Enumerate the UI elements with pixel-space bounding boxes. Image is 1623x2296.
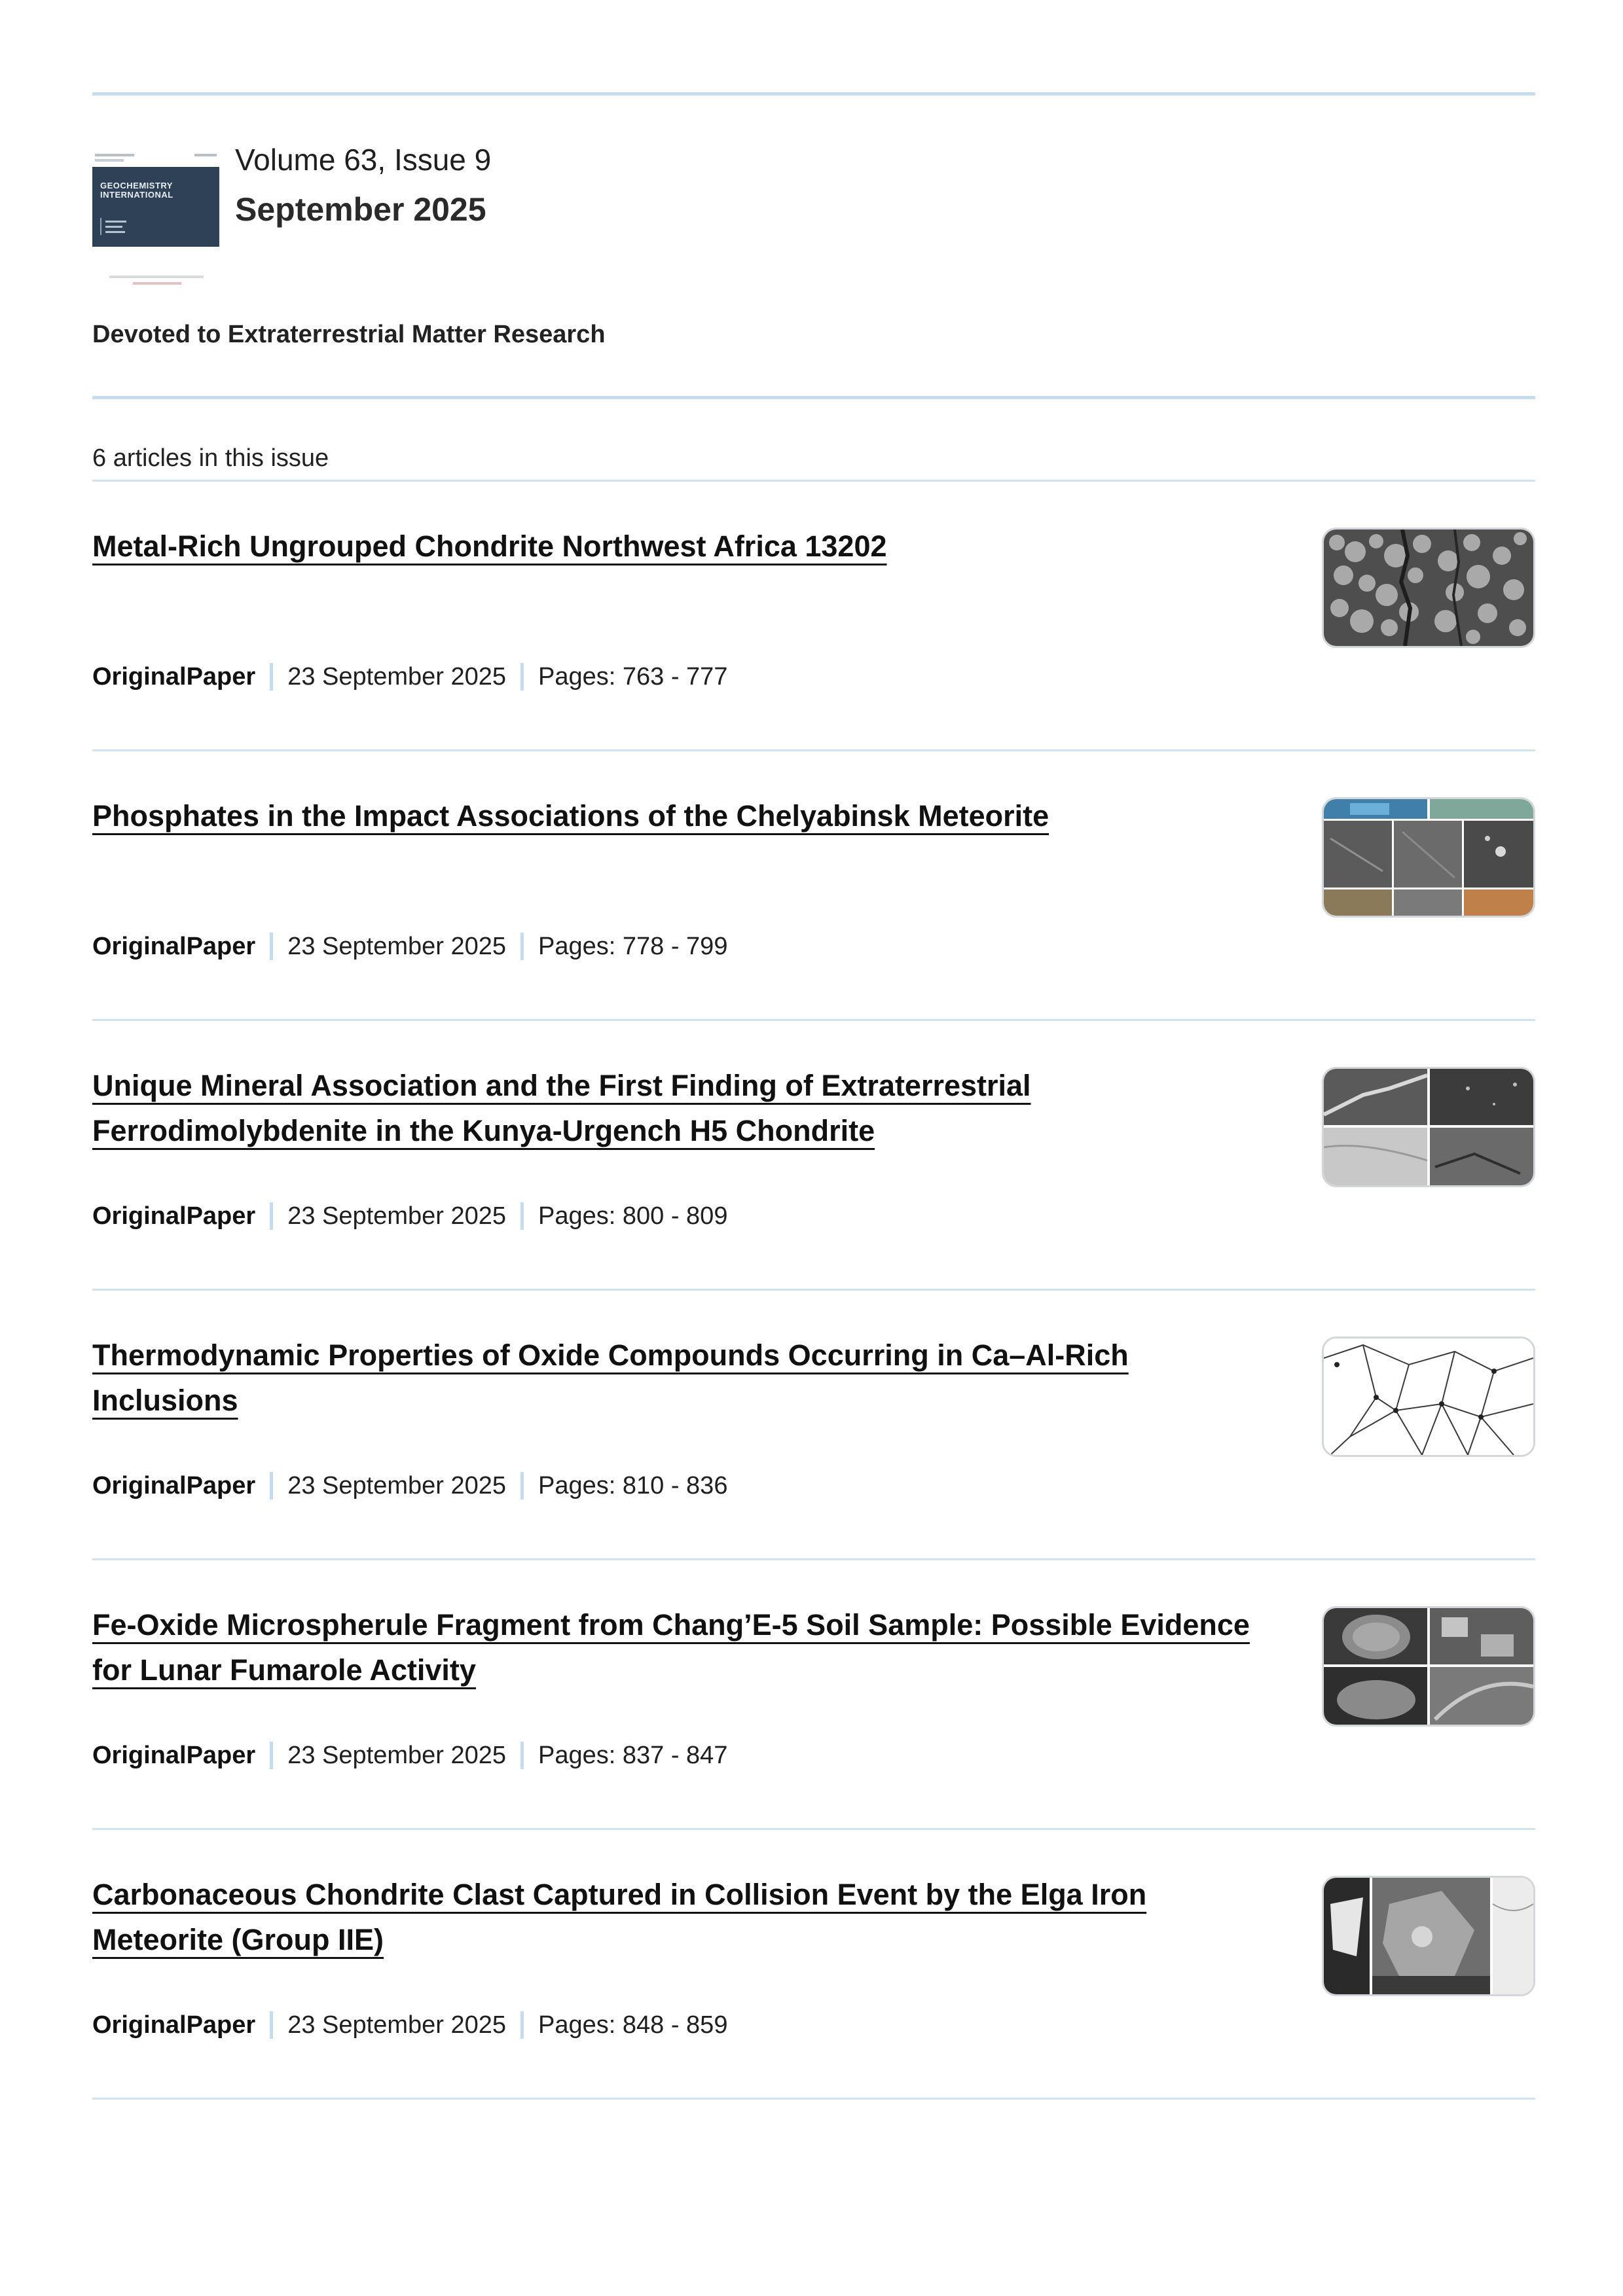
article-thumbnail-image[interactable] (1322, 1067, 1535, 1187)
meta-separator (520, 663, 524, 691)
article-divider (92, 1019, 1535, 1021)
meta-separator (520, 1742, 524, 1769)
article-type: OriginalPaper (92, 1202, 256, 1230)
article-title-link[interactable]: Unique Mineral Association and the First Finding of Extraterrestrial Ferrodimolybdenite in the Kunya-Urgench H5 Chondrite (92, 1069, 1031, 1147)
meta-separator (270, 663, 273, 691)
list-divider (92, 480, 1535, 482)
article-meta (92, 2005, 727, 2042)
article-type: OriginalPaper (92, 1741, 256, 1769)
section-heading: Devoted to Extraterrestrial Matter Research (92, 321, 606, 348)
publication-date: 23 September 2025 (287, 1471, 507, 1499)
article-meta (92, 1466, 727, 1503)
article-divider (92, 1558, 1535, 1560)
meta-separator (520, 1202, 524, 1230)
cover-header (92, 147, 219, 167)
article-meta (92, 1196, 727, 1233)
article-type: OriginalPaper (92, 662, 256, 691)
page-range: Pages: 837 - 847 (538, 1741, 728, 1769)
publication-date: 23 September 2025 (287, 662, 507, 691)
article-divider (92, 1828, 1535, 1830)
article-thumbnail-image[interactable] (1322, 1876, 1535, 1996)
page-range: Pages: 763 - 777 (538, 662, 728, 691)
meta-separator (270, 2011, 273, 2039)
page-range: Pages: 800 - 809 (538, 1202, 728, 1230)
article-type: OriginalPaper (92, 1471, 256, 1499)
article-title-link[interactable]: Carbonaceous Chondrite Clast Captured in Collision Event by the Elga Iron Meteorite (Group IIE) (92, 1878, 1147, 1956)
cover-title-block (92, 167, 219, 247)
meta-separator (270, 933, 273, 960)
article-title (92, 1602, 1284, 1693)
article-title-link[interactable]: Phosphates in the Impact Associations of the Chelyabinsk Meteorite (92, 799, 1049, 833)
article-item (92, 1333, 1535, 1602)
article-divider (92, 749, 1535, 751)
article-meta (92, 657, 727, 694)
publication-date: 23 September 2025 (287, 1741, 507, 1769)
article-item (92, 1063, 1535, 1333)
article-item (92, 793, 1535, 1063)
article-count: 6 articles in this issue (92, 444, 329, 472)
article-thumbnail-image[interactable] (1322, 797, 1535, 918)
article-title-link[interactable]: Metal-Rich Ungrouped Chondrite Northwest Africa 13202 (92, 529, 887, 563)
article-title-link[interactable]: Thermodynamic Properties of Oxide Compounds Occurring in Ca–Al-Rich Inclusions (92, 1338, 1129, 1417)
article-item (92, 1872, 1535, 2142)
article-title (92, 793, 1284, 838)
article-meta (92, 927, 727, 963)
article-title (92, 1063, 1101, 1153)
issue-date: September 2025 (235, 191, 486, 228)
meta-separator (520, 2011, 524, 2039)
article-title-link[interactable]: Fe-Oxide Microspherule Fragment from Chang’E-5 Soil Sample: Possible Evidence for Lunar Fumarole Activity (92, 1608, 1250, 1687)
article-item (92, 524, 1535, 793)
publication-date: 23 September 2025 (287, 932, 507, 960)
page-range: Pages: 810 - 836 (538, 1471, 728, 1499)
article-thumbnail-image[interactable] (1322, 1606, 1535, 1727)
header-divider (92, 396, 1535, 399)
page-range: Pages: 778 - 799 (538, 932, 728, 960)
article-meta (92, 1736, 727, 1772)
article-divider (92, 1289, 1535, 1291)
publication-date: 23 September 2025 (287, 2011, 507, 2039)
article-thumbnail-image[interactable] (1322, 528, 1535, 648)
publication-date: 23 September 2025 (287, 1202, 507, 1230)
article-thumbnail-image[interactable] (1322, 1336, 1535, 1457)
issue-page (92, 0, 1535, 2296)
cover-publisher-logo (109, 273, 204, 289)
meta-separator (270, 1472, 273, 1499)
bottom-divider (92, 2098, 1535, 2100)
volume-issue: Volume 63, Issue 9 (235, 143, 492, 177)
meta-separator (270, 1742, 273, 1769)
article-item (92, 1602, 1535, 1872)
article-title (92, 1333, 1192, 1423)
meta-separator (520, 933, 524, 960)
article-type: OriginalPaper (92, 2011, 256, 2039)
journal-cover-image[interactable] (92, 147, 219, 299)
article-title (92, 1872, 1205, 1962)
page-range: Pages: 848 - 859 (538, 2011, 728, 2039)
article-title (92, 524, 1284, 569)
cover-journal-name: GEOCHEMISTRY INTERNATIONAL (100, 181, 173, 200)
article-type: OriginalPaper (92, 932, 256, 960)
meta-separator (270, 1202, 273, 1230)
top-divider (92, 92, 1535, 96)
meta-separator (520, 1472, 524, 1499)
